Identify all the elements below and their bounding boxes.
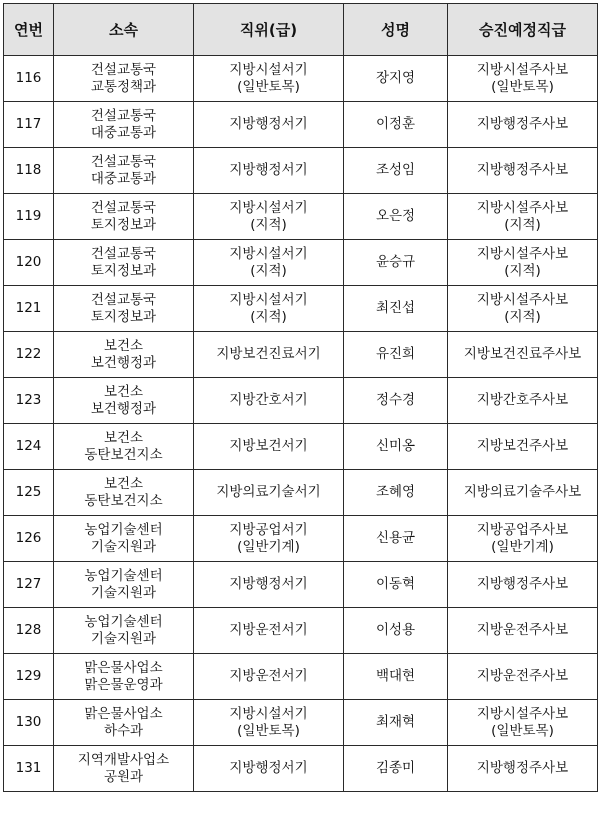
name-cell: 신미옹 xyxy=(344,424,448,470)
promotion-rank-cell xyxy=(448,746,598,792)
department-cell-line: 보건소 xyxy=(103,475,144,492)
promotion-rank-cell xyxy=(448,240,598,286)
department-cell xyxy=(54,516,194,562)
promotion-rank-cell-line: (일반기계) xyxy=(491,538,554,555)
table-row xyxy=(4,470,598,516)
serial-number-cell: 127 xyxy=(4,562,54,608)
promotion-rank-cell-line: 지방시설주사보 xyxy=(476,705,569,722)
department-cell xyxy=(54,148,194,194)
serial-number-cell: 129 xyxy=(4,654,54,700)
department-cell xyxy=(54,470,194,516)
name-cell: 조성임 xyxy=(344,148,448,194)
department-cell xyxy=(54,102,194,148)
table-row xyxy=(4,194,598,240)
department-cell-line: 대중교통과 xyxy=(90,124,157,141)
promotion-rank-cell xyxy=(448,332,598,378)
position-cell-line: (지적) xyxy=(250,216,287,233)
position-cell-line: 지방의료기술서기 xyxy=(216,484,321,500)
department-cell-line: 기술지원과 xyxy=(90,538,157,555)
header-name: 성명 xyxy=(344,4,448,56)
name-cell: 장지영 xyxy=(344,56,448,102)
department-cell xyxy=(54,562,194,608)
serial-number-cell: 118 xyxy=(4,148,54,194)
promotion-rank-cell-line: 지방의료기술주사보 xyxy=(463,484,582,500)
department-cell xyxy=(54,608,194,654)
serial-number-cell: 124 xyxy=(4,424,54,470)
serial-number-cell: 125 xyxy=(4,470,54,516)
name-cell: 이정훈 xyxy=(344,102,448,148)
serial-number-cell: 128 xyxy=(4,608,54,654)
department-cell-line: 농업기술센터 xyxy=(84,521,163,538)
department-cell xyxy=(54,56,194,102)
position-cell-line: 지방간호서기 xyxy=(229,392,308,408)
department-cell-line: 보건행정과 xyxy=(90,400,157,417)
serial-number-cell: 119 xyxy=(4,194,54,240)
position-cell xyxy=(194,56,344,102)
position-cell-line: 지방보건진료서기 xyxy=(216,346,321,362)
department-cell-line: 교통정책과 xyxy=(90,78,157,95)
serial-number-cell: 116 xyxy=(4,56,54,102)
department-cell-line: 기술지원과 xyxy=(90,584,157,601)
promotion-rank-cell xyxy=(448,562,598,608)
promotion-rank-cell-line: 지방행정주사보 xyxy=(476,162,569,178)
name-cell: 정수경 xyxy=(344,378,448,424)
promotion-roster-table xyxy=(3,3,598,792)
position-cell xyxy=(194,148,344,194)
serial-number-cell: 117 xyxy=(4,102,54,148)
name-cell: 이동혁 xyxy=(344,562,448,608)
department-cell-line: 건설교통국 xyxy=(90,245,157,262)
table-header xyxy=(4,4,598,56)
department-cell-line: 건설교통국 xyxy=(90,291,157,308)
department-cell xyxy=(54,378,194,424)
department-cell-line: 토지정보과 xyxy=(90,262,157,279)
promotion-rank-cell-line: 지방보건진료주사보 xyxy=(463,346,582,362)
department-cell-line: 건설교통국 xyxy=(90,153,157,170)
name-cell: 백대현 xyxy=(344,654,448,700)
position-cell-line: (지적) xyxy=(250,308,287,325)
position-cell-line: 지방운전서기 xyxy=(229,622,308,638)
position-cell-line: (일반토목) xyxy=(237,78,300,95)
position-cell xyxy=(194,700,344,746)
table-row xyxy=(4,378,598,424)
department-cell-line: 농업기술센터 xyxy=(84,613,163,630)
department-cell-line: 동탄보건지소 xyxy=(84,446,163,463)
position-cell-line: 지방행정서기 xyxy=(229,162,308,178)
promotion-rank-cell xyxy=(448,654,598,700)
position-cell-line: 지방시설서기 xyxy=(229,705,308,722)
serial-number-cell: 120 xyxy=(4,240,54,286)
promotion-rank-cell-line: 지방행정주사보 xyxy=(476,576,569,592)
department-cell-line: 건설교통국 xyxy=(90,107,157,124)
promotion-rank-cell-line: 지방행정주사보 xyxy=(476,116,569,132)
promotion-rank-cell-line: (일반토목) xyxy=(491,722,554,739)
department-cell-line: 건설교통국 xyxy=(90,61,157,78)
position-cell-line: 지방시설서기 xyxy=(229,199,308,216)
header-position: 직위(급) xyxy=(194,4,344,56)
promotion-rank-cell-line: (지적) xyxy=(504,262,541,279)
department-cell xyxy=(54,194,194,240)
promotion-rank-cell xyxy=(448,608,598,654)
position-cell xyxy=(194,562,344,608)
department-cell-line: 맑은물사업소 xyxy=(84,659,163,676)
table-row xyxy=(4,746,598,792)
promotion-rank-cell xyxy=(448,378,598,424)
promotion-rank-cell xyxy=(448,102,598,148)
promotion-rank-cell-line: 지방운전주사보 xyxy=(476,622,569,638)
header-promotion-rank: 승진예정직급 xyxy=(448,4,598,56)
promotion-rank-cell-line: 지방공업주사보 xyxy=(476,521,569,538)
promotion-rank-cell-line: (지적) xyxy=(504,216,541,233)
department-cell-line: 맑은물운영과 xyxy=(84,676,163,693)
table-row xyxy=(4,332,598,378)
position-cell xyxy=(194,470,344,516)
table-row xyxy=(4,516,598,562)
promotion-rank-cell xyxy=(448,470,598,516)
department-cell-line: 맑은물사업소 xyxy=(84,705,163,722)
promotion-rank-cell-line: 지방시설주사보 xyxy=(476,245,569,262)
table-row xyxy=(4,148,598,194)
position-cell xyxy=(194,102,344,148)
department-cell-line: 보건소 xyxy=(103,337,144,354)
serial-number-cell: 130 xyxy=(4,700,54,746)
name-cell: 오은정 xyxy=(344,194,448,240)
header-serial-number: 연번 xyxy=(4,4,54,56)
position-cell xyxy=(194,654,344,700)
table-row xyxy=(4,654,598,700)
department-cell xyxy=(54,286,194,332)
department-cell-line: 기술지원과 xyxy=(90,630,157,647)
serial-number-cell: 122 xyxy=(4,332,54,378)
department-cell xyxy=(54,654,194,700)
serial-number-cell: 126 xyxy=(4,516,54,562)
department-cell-line: 공원과 xyxy=(103,768,144,785)
department-cell-line: 하수과 xyxy=(103,722,144,739)
table-row xyxy=(4,240,598,286)
promotion-rank-cell xyxy=(448,700,598,746)
name-cell: 조혜영 xyxy=(344,470,448,516)
promotion-rank-cell xyxy=(448,516,598,562)
name-cell: 신용균 xyxy=(344,516,448,562)
promotion-rank-cell-line: 지방시설주사보 xyxy=(476,291,569,308)
position-cell-line: (지적) xyxy=(250,262,287,279)
position-cell-line: (일반토목) xyxy=(237,722,300,739)
department-cell-line: 보건소 xyxy=(103,383,144,400)
department-cell-line: 지역개발사업소 xyxy=(77,751,170,768)
position-cell-line: (일반기계) xyxy=(237,538,300,555)
position-cell-line: 지방시설서기 xyxy=(229,245,308,262)
table-row xyxy=(4,700,598,746)
position-cell xyxy=(194,286,344,332)
department-cell-line: 토지정보과 xyxy=(90,216,157,233)
promotion-rank-cell xyxy=(448,286,598,332)
promotion-rank-cell-line: 지방보건주사보 xyxy=(476,438,569,454)
name-cell: 최재혁 xyxy=(344,700,448,746)
serial-number-cell: 131 xyxy=(4,746,54,792)
department-cell xyxy=(54,332,194,378)
position-cell-line: 지방행정서기 xyxy=(229,760,308,776)
name-cell: 윤승규 xyxy=(344,240,448,286)
promotion-rank-cell-line: 지방운전주사보 xyxy=(476,668,569,684)
promotion-rank-cell xyxy=(448,424,598,470)
table-row xyxy=(4,424,598,470)
table-row xyxy=(4,56,598,102)
promotion-rank-cell xyxy=(448,148,598,194)
promotion-rank-cell xyxy=(448,56,598,102)
position-cell-line: 지방행정서기 xyxy=(229,576,308,592)
department-cell xyxy=(54,746,194,792)
header-department: 소속 xyxy=(54,4,194,56)
department-cell-line: 동탄보건지소 xyxy=(84,492,163,509)
promotion-rank-cell-line: (지적) xyxy=(504,308,541,325)
promotion-rank-cell-line: 지방시설주사보 xyxy=(476,199,569,216)
position-cell xyxy=(194,378,344,424)
position-cell xyxy=(194,194,344,240)
position-cell xyxy=(194,608,344,654)
position-cell xyxy=(194,516,344,562)
promotion-rank-cell-line: (일반토목) xyxy=(491,78,554,95)
position-cell xyxy=(194,332,344,378)
position-cell xyxy=(194,424,344,470)
serial-number-cell: 121 xyxy=(4,286,54,332)
name-cell: 최진섭 xyxy=(344,286,448,332)
table-row xyxy=(4,286,598,332)
promotion-rank-cell-line: 지방시설주사보 xyxy=(476,61,569,78)
position-cell-line: 지방보건서기 xyxy=(229,438,308,454)
name-cell: 유진희 xyxy=(344,332,448,378)
promotion-rank-cell-line: 지방간호주사보 xyxy=(476,392,569,408)
department-cell-line: 토지정보과 xyxy=(90,308,157,325)
department-cell-line: 건설교통국 xyxy=(90,199,157,216)
position-cell-line: 지방시설서기 xyxy=(229,291,308,308)
position-cell-line: 지방운전서기 xyxy=(229,668,308,684)
position-cell xyxy=(194,240,344,286)
name-cell: 김종미 xyxy=(344,746,448,792)
department-cell-line: 대중교통과 xyxy=(90,170,157,187)
position-cell-line: 지방시설서기 xyxy=(229,61,308,78)
position-cell-line: 지방공업서기 xyxy=(229,521,308,538)
name-cell: 이성용 xyxy=(344,608,448,654)
department-cell-line: 보건행정과 xyxy=(90,354,157,371)
header-row xyxy=(4,4,598,56)
promotion-rank-cell-line: 지방행정주사보 xyxy=(476,760,569,776)
table-row xyxy=(4,608,598,654)
serial-number-cell: 123 xyxy=(4,378,54,424)
table-row xyxy=(4,102,598,148)
position-cell xyxy=(194,746,344,792)
department-cell xyxy=(54,424,194,470)
table-row xyxy=(4,562,598,608)
department-cell-line: 보건소 xyxy=(103,429,144,446)
position-cell-line: 지방행정서기 xyxy=(229,116,308,132)
department-cell xyxy=(54,240,194,286)
table-body xyxy=(4,56,598,792)
department-cell-line: 농업기술센터 xyxy=(84,567,163,584)
promotion-rank-cell xyxy=(448,194,598,240)
department-cell xyxy=(54,700,194,746)
